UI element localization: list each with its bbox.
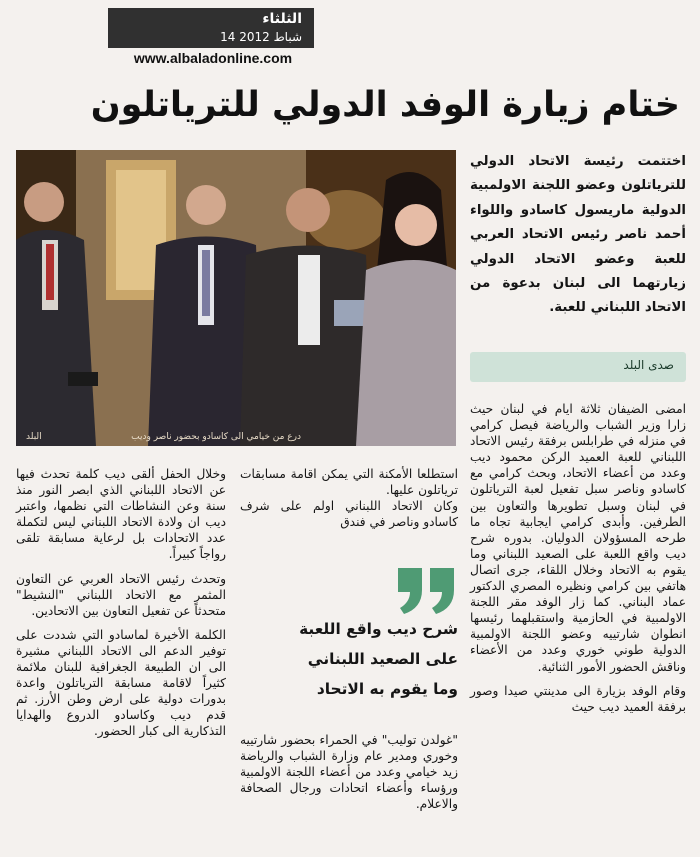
column-middle-top <box>240 466 458 530</box>
day-label: الثلثاء <box>262 11 302 27</box>
date-label: 14 شباط 2012 <box>220 30 302 44</box>
byline-text: صدى البلد <box>623 358 674 372</box>
pull-quote <box>240 614 458 704</box>
pull-quote-line: على الصعيد اللبناني <box>307 650 458 668</box>
pull-quote-line: وما يقوم به الاتحاد <box>316 680 458 698</box>
byline-bar <box>470 352 686 382</box>
paragraph: وتحدث رئيس الاتحاد العربي عن التعاون المثمر مع الاتحاد اللبناني "النشيط" متحدثاً عن تفعيل التعاون بين الاتحادين. <box>16 571 226 618</box>
column-middle-bottom <box>240 732 458 812</box>
article-lead: اختتمت رئيسة الاتحاد الدولي للترياتلون وعضو اللجنة الاولمبية الدولية ماريسول كاسادو واللواء أحمد ناصر رئيس الاتحاد العربي للعبة وعضو الاتحاد الدولي زيارتهما الى لبنان بدعوة من الاتحاد اللبناني للعبة. <box>470 154 686 316</box>
pull-quote-line: شرح ديب واقع اللعبة <box>299 620 458 638</box>
date-box <box>108 8 314 48</box>
quote-mark-icon <box>394 568 458 614</box>
article-photo <box>16 150 456 446</box>
paragraph: امضى الضيفان ثلاثة ايام في لبنان حيث زارا وزير الشباب والرياضة فيصل كرامي في منزله في طرابلس برفقة رئيس الاتحاد اللبناني للعبة العميد الركن محمود ديب وعدد من أعضاء الاتحاد، وبحث كرامي مع كاسادو وناصر سبل تفعيل لعبة الترياتلون في لبنان وسبل تطويرها والتعاون بين الطرفين. وأبدى كرامي ايجابية تجاه ما طرحه المسؤولان الدوليان. بدوره شرح ديب واقع اللعبة على الصعيد اللبناني وما يقوم به الاتحاد وخلال اللقاء، جرى اتصال هاتفي بين كرامي ونظيره المصري الدكتور عماد البناني. كما زار الوفد مقر اللجنة الاولمبية في الحازمية واستقبلهما رئيسها انطوان شارتييه وعضو اللجنة الاولمبية الدولية طوني خوري وعدد من الأعضاء وناقش الحضور الأمور الثنائية. <box>470 402 686 674</box>
photo-illustration <box>16 150 456 446</box>
paragraph: "غولدن توليب" في الحمراء بحضور شارتييه وخوري ومدير عام وزارة الشباب والرياضة زيد خيامي وعدد من أعضاء اللجنة الاولمبية ورؤساء وأعضاء اتحادات ورجال الصحافة والاعلام. <box>240 733 458 812</box>
website-url[interactable]: www.albaladonline.com <box>133 50 293 66</box>
paragraph: استطلعا الأمكنة التي يمكن اقامة مسابقات ترياتلون عليها. <box>240 467 458 498</box>
column-right <box>470 401 686 715</box>
paragraph: وخلال الحفل ألقى ديب كلمة تحدث فيها عن الاتحاد اللبناني الذي ابصر النور منذ سنة وعن النشاطات التي نظمها، واعتبر ديب ان ولادة الاتحاد اللبناني ليس لتكملة عدد الاتحادات بل لرعاية مسابقة تلقى رواجاً كبيراً. <box>16 467 226 562</box>
paragraph: الكلمة الأخيرة لماسادو التي شددت على توفير الدعم الى الاتحاد اللبناني مشيرة الى ان الطبيعة الجغرافية للبنان ملائمة كثيراً لاقامة مسابقة الترياتلون واعدة بدورات دولية على ارض وطن الأرز. ثم قدم ديب وكاسادو الدروع والهدايا التذكارية الى كبار الحضور. <box>16 627 226 739</box>
article-headline: ختام زيارة الوفد الدولي للترياتلون <box>90 85 680 125</box>
paragraph: وقام الوفد بزيارة الى مدينتي صيدا وصور برفقة العميد ديب حيث <box>470 683 686 714</box>
photo-credit: البلد <box>26 432 42 442</box>
photo-caption: درع من خيامي الى كاسادو بحضور ناصر وديب <box>131 432 301 442</box>
column-left <box>16 466 226 740</box>
paragraph: وكان الاتحاد اللبناني اولم على شرف كاسادو وناصر في فندق <box>240 499 458 530</box>
